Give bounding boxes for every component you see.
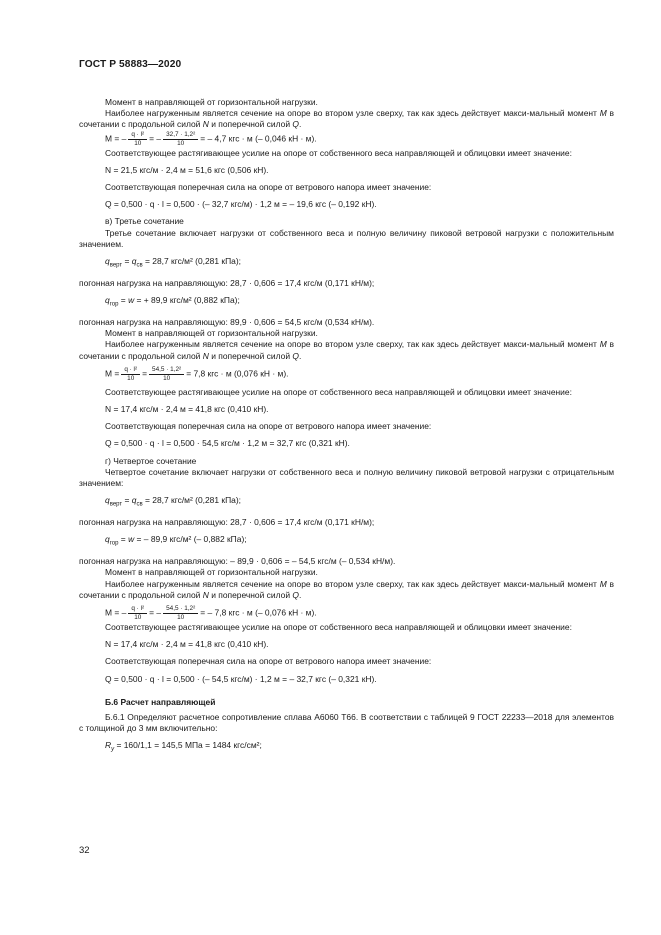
formula: Q = 0,500 · q · l = 0,500 · (– 54,5 кгс/м) · 1,2 м = – 32,7 кгс (– 0,321 кН). [105,673,377,684]
formula: M = – $\frac{\text{q · l²}}{10}$ = – $\frac{\text{32,7 · 1,2²}}{10}$ = – 4,7 кгс · м (– 0,046 кН · м). [105,130,317,147]
formula: N = 17,4 кгс/м · 2,4 м = 41,8 кгс (0,410 кН). [105,639,269,650]
document-body [79,97,614,756]
paragraph: Б.6.1 Определяют расчетное сопротивление сплава А6060 Т66. В соответствии с таблицей 9 ГОСТ 22233—2018 для элементов с толщиной до 3 мм включительно: [79,712,614,734]
paragraph: Соответствующая поперечная сила на опоре от ветрового напора имеет значение: [105,421,432,432]
formula: N = 21,5 кгс/м · 2,4 м = 51,6 кгс (0,506 кН). [105,164,269,175]
paragraph: Наиболее нагруженным является сечение на опоре во втором узле сверху, так как здесь действует макси-мальный момент M в сочетании с продольной силой N и поперечной силой Q. [79,339,614,361]
paragraph: Соответствующее растягивающее усилие на опоре от собственного веса направляющей и облицовки имеет значение: [105,147,572,158]
paragraph: погонная нагрузка на направляющую: 28,7 · 0,606 = 17,4 кгс/м (0,171 кН/м); [79,517,375,528]
paragraph: Момент в направляющей от горизонтальной нагрузки. [105,567,318,578]
formula: M = – $\frac{\text{q · l²}}{10}$ = – $\frac{\text{54,5 · 1,2²}}{10}$ = – 7,8 кгс · м (– 0,076 кН · м). [105,605,317,622]
formula: Q = 0,500 · q · l = 0,500 · (– 32,7 кгс/м) · 1,2 м = – 19,6 кгс (– 0,192 кН). [105,199,377,210]
section-title: Б.6 Расчет направляющей [105,696,216,707]
document-header: ГОСТ Р 58883—2020 [79,59,182,70]
paragraph: Третье сочетание включает нагрузки от собственного веса и полную величину пиковой ветровой нагрузки с положительным значением. [79,227,614,249]
paragraph: Момент в направляющей от горизонтальной нагрузки. [105,97,318,107]
paragraph: погонная нагрузка на направляющую: 89,9 · 0,606 = 54,5 кгс/м (0,534 кН/м). [79,317,375,328]
subsection-title: г) Четвертое сочетание [105,455,197,466]
paragraph: Соответствующее растягивающее усилие на опоре от собственного веса направляющей и облицовки имеет значение: [105,386,572,397]
formula: $q_{гор} = w$ = – 89,9 кгс/м² (– 0,882 кПа); [105,534,247,548]
paragraph: Наиболее нагруженным является сечение на опоре во втором узле сверху, так как здесь действует макси-мальный момент M в сочетании с продольной силой N и поперечной силой Q. [79,108,614,130]
formula: $q_{верт} = q_{св} = 28,7$ кгс/м² (0,281 кПа); [105,256,242,269]
page-number: 32 [79,845,90,856]
paragraph: Соответствующая поперечная сила на опоре от ветрового напора имеет значение: [105,656,432,667]
formula: M = $\frac{\text{q · l²}}{10}$ = $\frac{\text{54,5 · 1,2²}}{10}$ = 7,8 кгс · м (0,076 кН · м). [105,365,289,382]
paragraph: Четвертое сочетание включает нагрузки от собственного веса и полную величину пиковой ветровой нагрузки с отрицательным значением: [79,466,614,489]
paragraph: Соответствующее растягивающее усилие на опоре от собственного веса направляющей и облицовки имеет значение: [105,622,572,633]
paragraph: Момент в направляющей от горизонтальной нагрузки. [105,328,318,339]
formula: $q_{верт} = q_{св} = 28,7$ кгс/м² (0,281 кПа); [105,495,242,508]
formula: Q = 0,500 · q · l = 0,500 · 54,5 кгс/м · 1,2 м = 32,7 кгс (0,321 кН). [105,438,350,449]
paragraph: Соответствующая поперечная сила на опоре от ветрового напора имеет значение: [105,182,432,193]
paragraph: погонная нагрузка на направляющую: 28,7 · 0,606 = 17,4 кгс/м (0,171 кН/м); [79,277,375,288]
formula: N = 17,4 кгс/м · 2,4 м = 41,8 кгс (0,410 кН). [105,404,269,415]
paragraph: погонная нагрузка на направляющую: – 89,9 · 0,606 = – 54,5 кгс/м (– 0,534 кН/м). [79,556,396,567]
formula: $q_{гор} = w$ = + 89,9 кгс/м² (0,882 кПа); [105,295,240,308]
formula: $R_y = 160/1,1 = 145,5$ МПа = 1484 кгс/см²; [105,740,262,754]
paragraph: Наиболее нагруженным является сечение на опоре во втором узле сверху, так как здесь действует макси-мальный момент M в сочетании с продольной силой N и поперечной силой Q. [79,578,614,600]
subsection-title: в) Третье сочетание [105,216,184,227]
